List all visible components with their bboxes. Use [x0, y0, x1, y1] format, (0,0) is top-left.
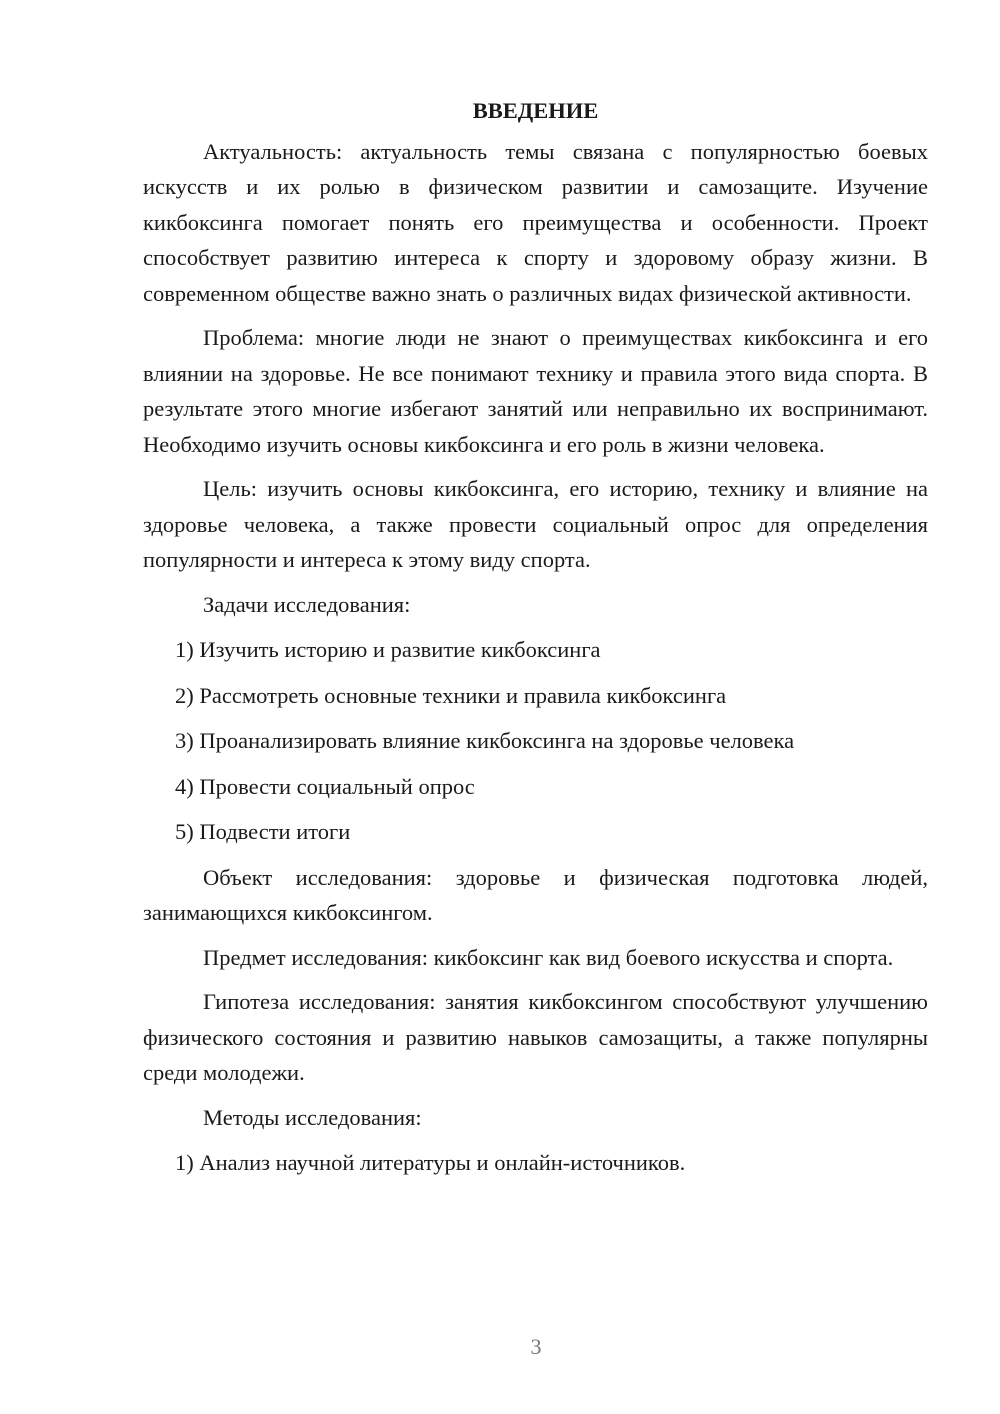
tasks-heading: Задачи исследования:	[203, 591, 411, 617]
object-paragraph: Объект исследования: здоровье и физическая подготовка людей, занимающихся кикбоксингом.	[143, 864, 928, 925]
relevance-paragraph: Актуальность: актуальность темы связана с популярностью боевых искусств и их ролью в физическом развитии и самозащите. Изучение кикбоксинга помогает понять его преимущества и особенности. Проект способствует развитию интереса к спорту и здоровому образу жизни. В современном обществе важно знать о различных видах физической активности.	[143, 138, 928, 306]
problem-paragraph: Проблема: многие люди не знают о преимуществах кикбоксинга и его влиянии на здоровье. Не все понимают технику и правила этого вида спорта. В результате этого многие избегают занятий или неправильно их воспринимают. Необходимо изучить основы кикбоксинга и его роль в жизни человека.	[143, 325, 928, 457]
task-item: 3) Проанализировать влияние кикбоксинга на здоровье человека	[175, 728, 795, 753]
method-item: 1) Анализ научной литературы и онлайн-источников.	[175, 1150, 686, 1175]
hypothesis-paragraph: Гипотеза исследования: занятия кикбоксингом способствуют улучшению физического состояния и развитию навыков самозащиты, а также популярны среди молодежи.	[143, 989, 928, 1085]
methods-heading: Методы исследования:	[203, 1104, 422, 1130]
methods-list	[143, 1145, 928, 1181]
subject-paragraph: Предмет исследования: кикбоксинг как вид боевого искусства и спорта.	[203, 944, 894, 970]
tasks-list	[143, 632, 928, 850]
task-item: 2) Рассмотреть основные техники и правила кикбоксинга	[175, 682, 727, 708]
goal-paragraph: Цель: изучить основы кикбоксинга, его историю, технику и влияние на здоровье человека, а также провести социальный опрос для определения популярности и интереса к этому виду спорта.	[143, 476, 928, 572]
page-content	[143, 93, 928, 1191]
section-title: ВВЕДЕНИЕ	[472, 98, 599, 123]
task-item: 5) Подвести итоги	[175, 819, 351, 844]
task-item: 4) Провести социальный опрос	[175, 773, 475, 799]
task-item: 1) Изучить историю и развитие кикбоксинга	[175, 637, 601, 662]
page-number: 3	[530, 1334, 542, 1359]
